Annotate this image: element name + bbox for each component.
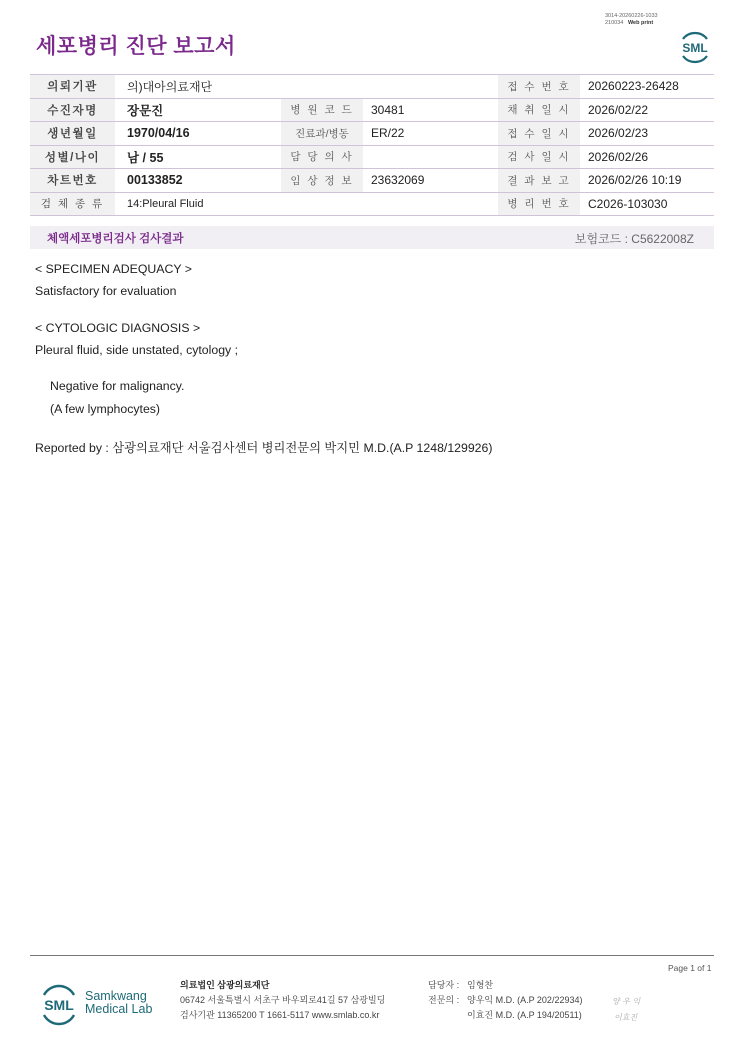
info-label: 성별/나이 (30, 145, 115, 169)
sml-logo-icon (675, 26, 715, 66)
print-code (605, 13, 658, 27)
info-value (363, 75, 498, 99)
result-line-2: (A few lymphocytes) (50, 402, 161, 416)
staff-label: 담당자 : (428, 980, 460, 990)
adequacy-text: Satisfactory for evaluation (35, 284, 177, 298)
info-label: 검 사 일 시 (498, 145, 580, 169)
info-value: C2026-103030 (580, 192, 714, 216)
info-label: 접 수 번 호 (498, 75, 580, 99)
info-value: 23632069 (363, 169, 498, 193)
info-label: 병 원 코 드 (281, 98, 363, 122)
specialist-2: 이효진 M.D. (A.P 194/20511) (467, 1010, 582, 1020)
staff-name: 임형찬 (467, 980, 494, 990)
info-value: 14:Pleural Fluid (115, 192, 281, 216)
info-value: 2026/02/26 (580, 145, 714, 169)
specialist-1: 양우익 M.D. (A.P 202/22934) (467, 995, 583, 1005)
info-label: 의뢰기관 (30, 75, 115, 99)
print-code-line1: 3014-20260226-1033 (605, 13, 658, 19)
org-name: 의료법인 삼광의료재단 (180, 980, 270, 990)
info-value: 30481 (363, 98, 498, 122)
info-value (363, 192, 498, 216)
specialist-label: 전문의 : (428, 995, 460, 1005)
info-value: 20260223-26428 (580, 75, 714, 99)
diagnosis-text: Pleural fluid, side unstated, cytology ; (35, 343, 239, 357)
info-row (30, 192, 714, 216)
info-value: 2026/02/26 10:19 (580, 169, 714, 193)
adequacy-heading: < SPECIMEN ADEQUACY > (35, 262, 192, 276)
info-label (281, 192, 363, 216)
signature-2: 이효진 (614, 1013, 638, 1022)
patient-info-table (30, 74, 714, 216)
sml-logo-text: SML (682, 41, 708, 55)
info-label: 진료과/병동 (281, 122, 363, 146)
info-row (30, 169, 714, 193)
brand-line-1: Samkwang (85, 989, 147, 1003)
web-print-label: Web print (627, 20, 654, 26)
page-number: Page 1 of 1 (668, 963, 712, 973)
info-row (30, 145, 714, 169)
sml-footer-logo-icon (36, 979, 82, 1027)
brand-line-2: Medical Lab (85, 1002, 153, 1016)
sml-footer-logo-text: SML (44, 997, 74, 1013)
print-code-line2: 210034 (605, 20, 624, 26)
info-value: 2026/02/22 (580, 98, 714, 122)
result-line-1: Negative for malignancy. (50, 379, 185, 393)
org-contact: 검사기관 11365200 T 1661-5117 www.smlab.co.kr (180, 1010, 380, 1020)
info-label: 채 취 일 시 (498, 98, 580, 122)
info-row (30, 122, 714, 146)
diagnosis-heading: < CYTOLOGIC DIAGNOSIS > (35, 321, 201, 335)
info-row (30, 98, 714, 122)
org-address: 06742 서울특별시 서초구 바우뫼로41길 57 삼광빌딩 (180, 995, 386, 1005)
staff-labels (428, 978, 459, 1008)
info-label (281, 75, 363, 99)
info-label: 결 과 보 고 (498, 169, 580, 193)
info-label: 생년월일 (30, 122, 115, 146)
info-value: 2026/02/23 (580, 122, 714, 146)
signature-1: 양 우 익 (612, 997, 641, 1006)
brand-name (85, 990, 152, 1016)
info-value: 00133852 (115, 169, 281, 193)
info-label: 임 상 정 보 (281, 169, 363, 193)
info-value (363, 145, 498, 169)
info-value: 1970/04/16 (115, 122, 281, 146)
info-label: 수진자명 (30, 98, 115, 122)
info-label: 담 당 의 사 (281, 145, 363, 169)
info-label: 접 수 일 시 (498, 122, 580, 146)
insurance-code: 보험코드 : C5622008Z (574, 232, 694, 246)
reported-by: Reported by : 삼광의료재단 서울검사센터 병리전문의 박지민 M.D.(A.P 1248/129926) (35, 441, 493, 455)
org-info (180, 978, 385, 1023)
result-section-title: 체액세포병리검사 검사결과 (47, 233, 184, 245)
info-value: 의)대아의료재단 (115, 75, 281, 99)
info-label: 병 리 번 호 (498, 192, 580, 216)
footer-divider (30, 955, 714, 956)
info-label: 차트번호 (30, 169, 115, 193)
info-row (30, 75, 714, 99)
info-value: 장문진 (115, 98, 281, 122)
report-title: 세포병리 진단 보고서 (36, 35, 236, 58)
staff-names (467, 978, 582, 1023)
info-value: 남 / 55 (115, 145, 281, 169)
info-label: 검 체 종 류 (30, 192, 115, 216)
info-value: ER/22 (363, 122, 498, 146)
